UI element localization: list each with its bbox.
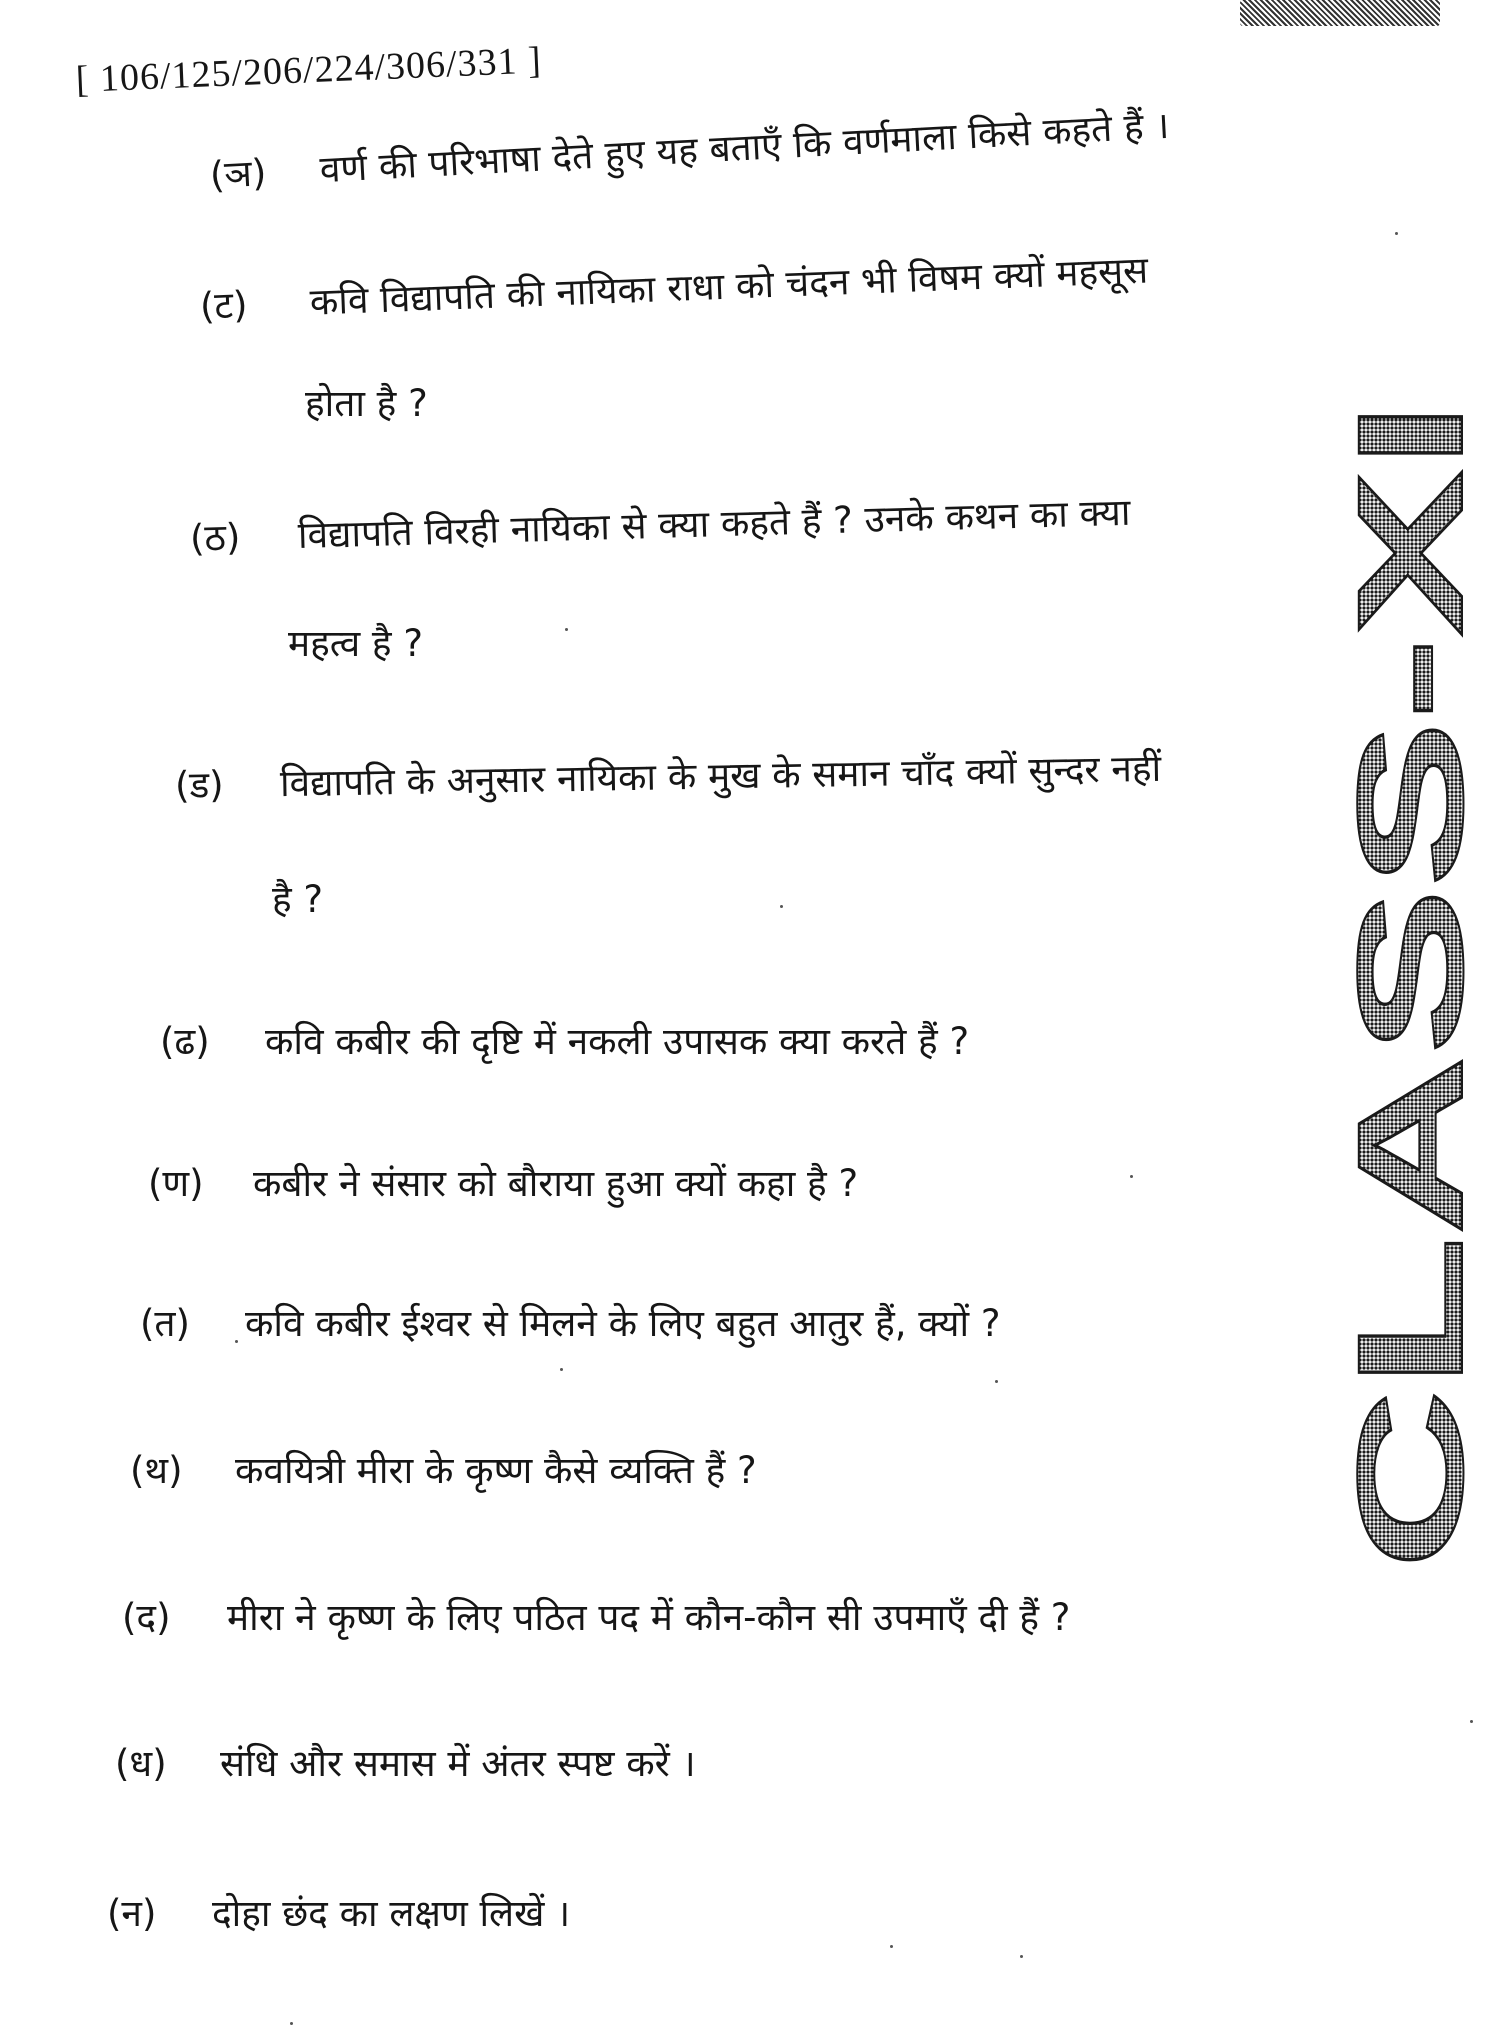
question-item	[209, 102, 1171, 200]
question-label: (ड)	[174, 763, 225, 807]
scan-speck	[235, 1340, 238, 1343]
class-side-stamp	[1326, 380, 1494, 1570]
scan-speck	[780, 905, 783, 908]
question-continuation: महत्व है ?	[288, 622, 423, 665]
question-text: विद्यापति विरही नायिका से क्या कहते हैं ? उनके कथन का क्या	[297, 490, 1131, 557]
question-text: कवि कबीर की दृष्टि में नकली उपासक क्या करते हैं ?	[265, 1020, 970, 1063]
question-text: मीरा ने कृष्ण के लिए पठित पद में कौन-कौन सी उपमाएँ दी हैं ?	[227, 1596, 1071, 1639]
paper-code: [ 106/125/206/224/306/331 ]	[75, 39, 543, 101]
question-text: कवयित्री मीरा के कृष्ण कैसे व्यक्ति हैं ?	[235, 1449, 757, 1492]
question-continuation: होता है ?	[305, 382, 428, 425]
question-continuation: है ?	[272, 878, 324, 921]
question-item	[122, 1594, 1070, 1642]
question-item	[107, 1890, 570, 1938]
question-text: कवि विद्यापति की नायिका राधा को चंदन भी विषम क्यों महसूस	[309, 248, 1149, 324]
question-label: (द)	[122, 1596, 171, 1639]
scan-speck	[1470, 1720, 1473, 1723]
question-label: (न)	[107, 1892, 157, 1935]
scan-speck	[565, 628, 568, 631]
scan-speck	[1395, 232, 1398, 235]
question-item	[199, 247, 1149, 331]
question-label: (ण)	[148, 1162, 204, 1205]
question-item	[189, 489, 1131, 563]
question-label: (ध)	[115, 1742, 167, 1785]
question-item	[130, 1447, 757, 1495]
question-text: वर्ण की परिभाषा देते हुए यह बताएँ कि वर्णमाला किसे कहते हैं ।	[318, 103, 1171, 192]
question-text: दोहा छंद का लक्षण लिखें ।	[212, 1892, 571, 1935]
question-item	[148, 1160, 858, 1208]
scan-speck	[1130, 1175, 1133, 1178]
question-item	[160, 1018, 969, 1066]
question-item	[175, 745, 1162, 810]
scan-speck	[1020, 1955, 1023, 1958]
question-label: (ढ)	[160, 1020, 210, 1063]
question-text: संधि और समास में अंतर स्पष्ट करें ।	[220, 1742, 696, 1785]
question-text: कवि कबीर ईश्वर से मिलने के लिए बहुत आतुर हैं, क्यों ?	[245, 1302, 1001, 1345]
question-label: (ठ)	[189, 515, 241, 560]
scan-speck	[995, 1380, 998, 1383]
scan-speck	[560, 1368, 563, 1371]
question-label: (ञ)	[208, 151, 268, 197]
scan-speck	[890, 1945, 893, 1948]
question-label: (त)	[140, 1302, 190, 1345]
question-text: कबीर ने संसार को बौराया हुआ क्यों कहा है ?	[253, 1162, 859, 1205]
scan-speck	[290, 2022, 293, 2025]
question-item	[140, 1300, 1000, 1348]
question-text: विद्यापति के अनुसार नायिका के मुख के समान चाँद क्यों सुन्दर नहीं	[279, 746, 1162, 806]
question-label: (थ)	[130, 1449, 183, 1492]
page-number-stamp	[1240, 0, 1440, 26]
question-item	[115, 1740, 696, 1788]
question-label: (ट)	[199, 283, 249, 328]
class-stamp-text: CLASS-XI	[1326, 869, 1494, 1570]
